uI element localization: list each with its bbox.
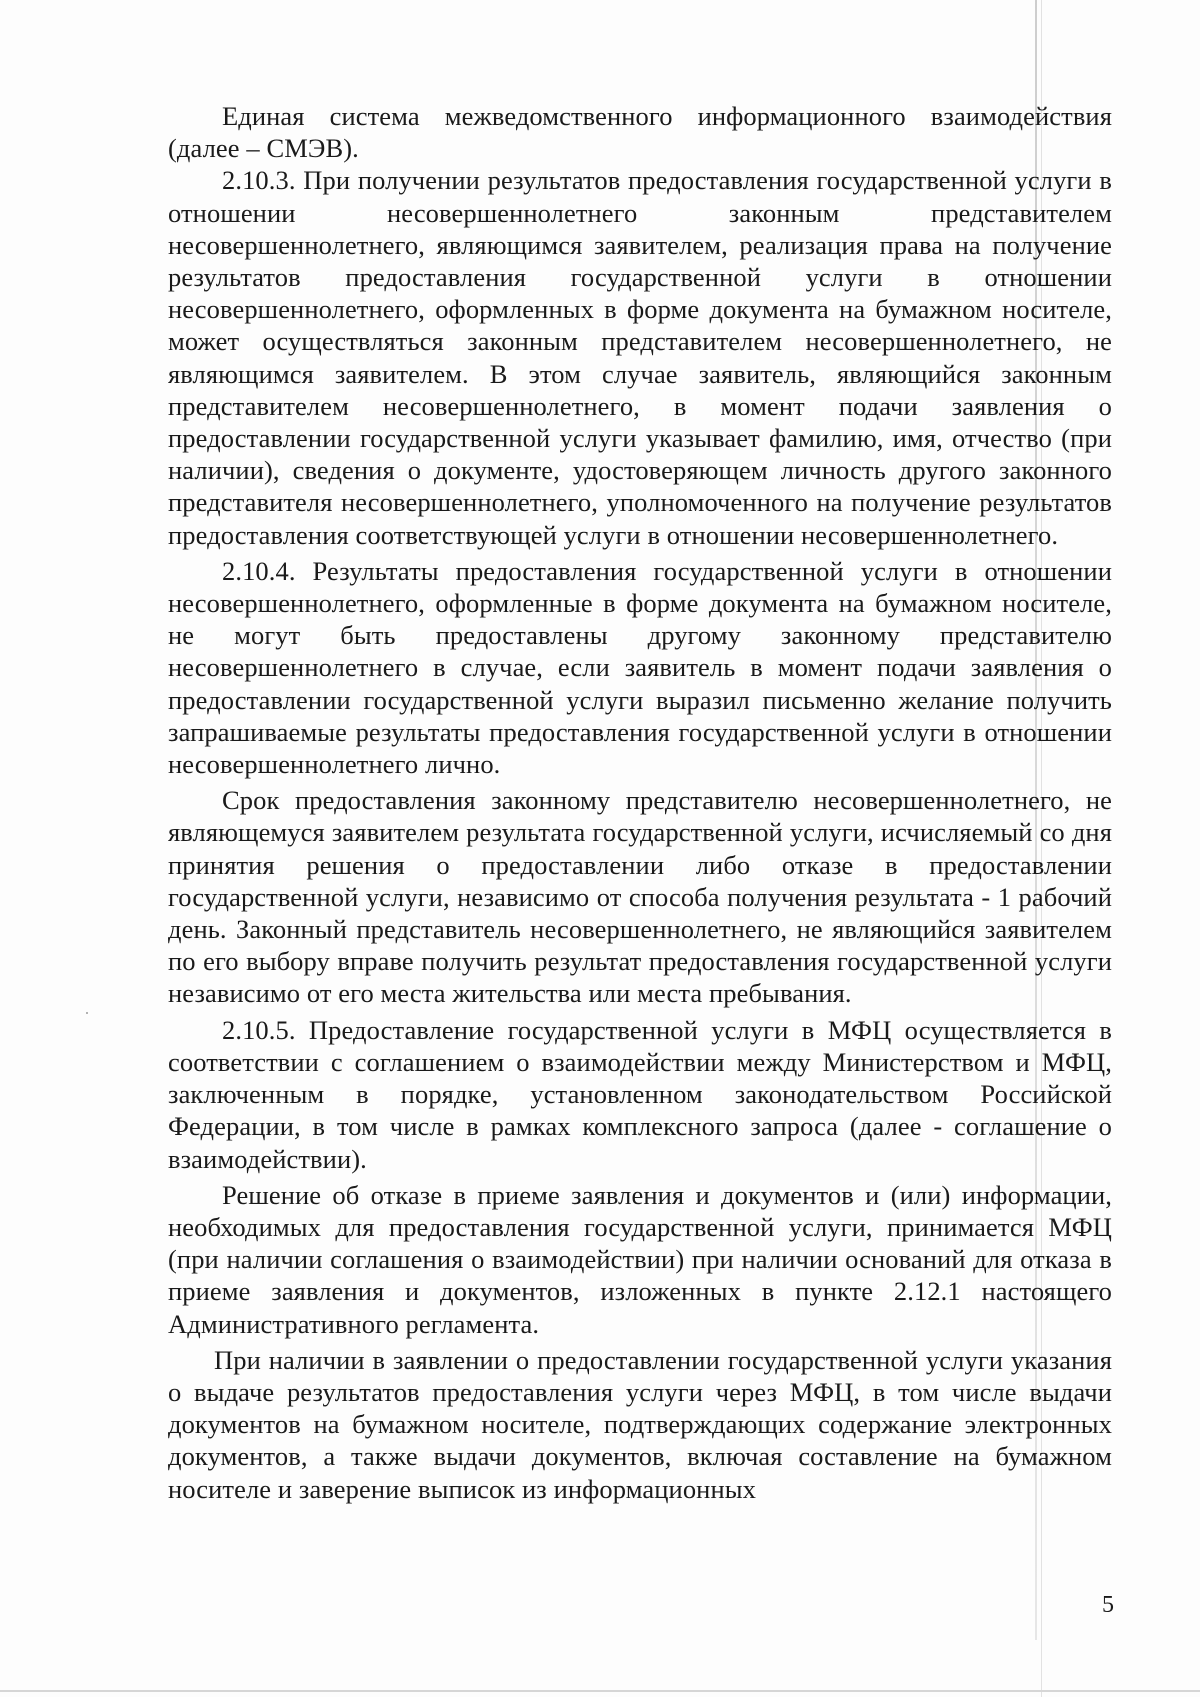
paragraph-refusal: Решение об отказе в приеме заявления и документов и (или) информации, необходимых для предоставления государственной услуги, принимается МФЦ (при наличии соглашения о взаимодействии) при наличии оснований для отказа в приеме заявления и документов, изложенных в пункте 2.12.1 настоящего Административного регламента. bbox=[168, 1179, 1112, 1339]
paragraph-2-10-3: 2.10.3. При получении результатов предоставления государственной услуги в отношении несовершеннолетнего законным представителем несовершеннолетнего, являющимся заявителем, реализация права на получение результатов предоставления государственной услуги в отношении несовершеннолетнего, оформленных в форме документа на бумажном носителе, может осуществляться законным представителем несовершеннолетнего, не являющимся заявителем. В этом случае заявитель, являющийся законным представителем несовершеннолетнего, в момент подачи заявления о предоставлении государственной услуги указывает фамилию, имя, отчество (при наличии), сведения о документе, удостоверяющем личность другого законного представителя несовершеннолетнего, уполномоченного на получение результатов предоставления соответствующей услуги в отношении несовершеннолетнего. bbox=[168, 165, 1112, 550]
paragraph-2-10-4: 2.10.4. Результаты предоставления государственной услуги в отношении несовершеннолетнего, оформленные в форме документа на бумажном носителе, не могут быть предоставлены другому законному представителю несовершеннолетнего в случае, если заявитель в момент подачи заявления о предоставлении государственной услуги выразил письменно желание получить запрашиваемые результаты предоставления государственной услуги в отношении несовершеннолетнего лично. bbox=[168, 555, 1112, 780]
page-bottom-edge bbox=[0, 1690, 1200, 1692]
paragraph-2-10-5: 2.10.5. Предоставление государственной услуги в МФЦ осуществляется в соответствии с соглашением о взаимодействии между Министерством и МФЦ, заключенным в порядке, установленном законодательством Российской Федерации, в том числе в рамках комплексного запроса (далее - соглашение о взаимодействии). bbox=[168, 1014, 1112, 1174]
page-number: 5 bbox=[1102, 1592, 1114, 1618]
document-body bbox=[168, 100, 1112, 1505]
paragraph-smev: Единая система межведомственного информационного взаимодействия (далее – СМЭВ). bbox=[168, 101, 1112, 164]
scan-speck bbox=[86, 1012, 88, 1014]
paragraph-mfc-issue: При наличии в заявлении о предоставлении государственной услуги указания о выдаче результатов предоставления услуги через МФЦ, в том числе выдачи документов на бумажном носителе, подтверждающих содержание электронных документов, а также выдачи документов, включая составление на бумажном носителе и заверение выписок из информационных bbox=[168, 1344, 1112, 1504]
paragraph-term: Срок предоставления законному представителю несовершеннолетнего, не являющемуся заявителем результата государственной услуги, исчисляемый со дня принятия решения о предоставлении либо отказе в предоставлении государственной услуги, независимо от способа получения результата - 1 рабочий день. Законный представитель несовершеннолетнего, не являющийся заявителем по его выбору вправе получить результат предоставления государственной услуги независимо от его места жительства или места пребывания. bbox=[168, 785, 1112, 1009]
